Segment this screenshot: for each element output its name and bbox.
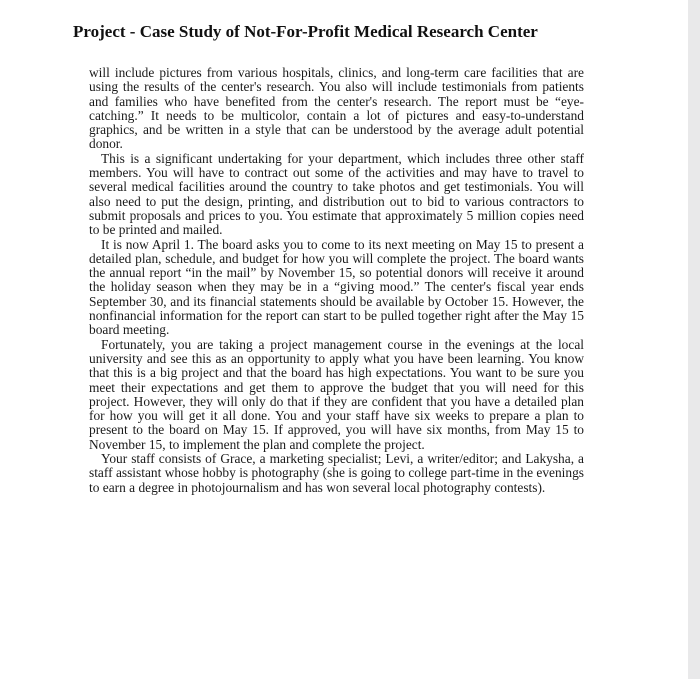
paragraph-4: Fortunately, you are taking a project management course in the evenings at the local university and see this as an opportunity to apply what you have been learning. You know that this is a big project and that the board has high expectations. You want to be sure you meet their expectations and get them to approve the budget that you will need for this project. However, they will only do that if they are confident that you have a detailed plan for how you will get it all done. You and your staff have six weeks to prepare a plan to present to the board on May 15. If approved, you will have six months, from May 15 to November 15, to implement the plan and complete the project.: [89, 336, 584, 452]
paragraph-3: It is now April 1. The board asks you to come to its next meeting on May 15 to present a detailed plan, schedule, and budget for how you will complete the project. The board wants the annual report “in the mail” by November 15, so potential donors will receive it around the holiday season when they may be in a “giving mood.” The center's fiscal year ends September 30, and its financial statements should be available by October 15. However, the nonfinancial information for the report can start to be pulled together right after the May 15 board meeting.: [89, 236, 584, 338]
paragraph-2: This is a significant undertaking for your department, which includes three other staff members. You will have to contract out some of the activities and may have to travel to several medical facilities around the country to take photos and get testimonials. You will also need to put the design, printing, and distribution out to bid to various contractors to submit proposals and prices to you. You estimate that approximately 5 million copies need to be printed and mailed.: [89, 150, 584, 238]
page-edge-strip: [688, 0, 700, 679]
document-body: [89, 66, 584, 495]
paragraph-5: Your staff consists of Grace, a marketing specialist; Levi, a writer/editor; and Lakysha, a staff assistant whose hobby is photography (she is going to college part-time in the evenings to earn a degree in photojournalism and has won several local photography contests).: [89, 451, 584, 495]
paragraph-1: will include pictures from various hospitals, clinics, and long-term care facilities that are using the results of the center's research. You also will include testimonials from patients and families who have benefited from the center's research. The report must be “eye-catching.” It needs to be multicolor, contain a lot of pictures and easy-to-understand graphics, and be written in a style that can be understood by the average adult potential donor.: [89, 65, 584, 152]
page-title: Project - Case Study of Not-For-Profit Medical Research Center: [73, 22, 538, 41]
